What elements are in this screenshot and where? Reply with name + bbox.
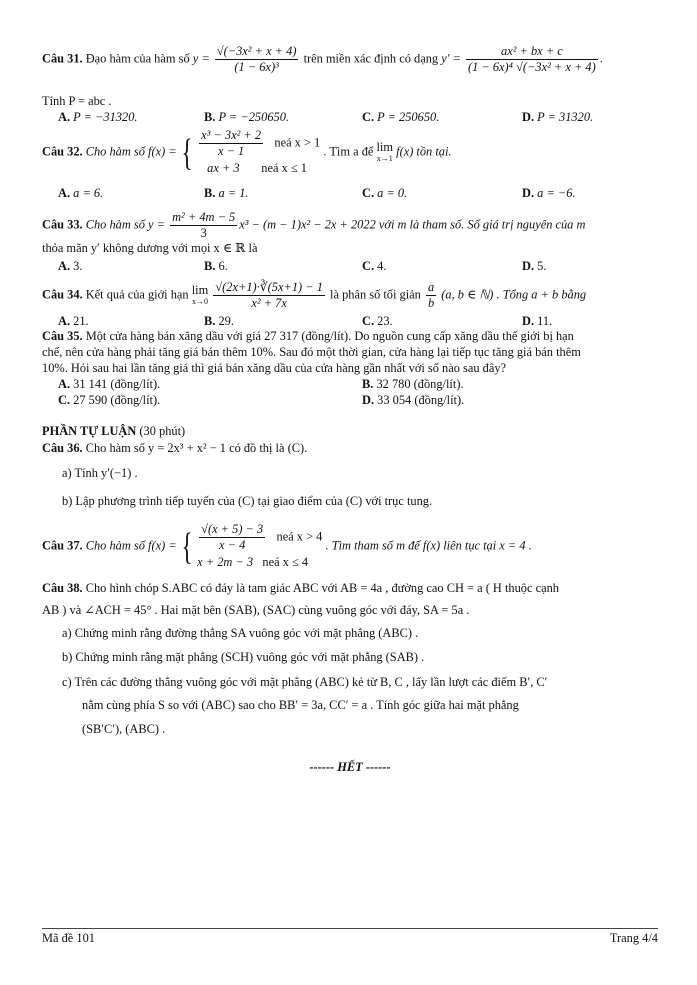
essay-section-title: PHẦN TỰ LUẬN (30 phút) xyxy=(42,424,186,438)
option-d[interactable]: D. 5. xyxy=(522,259,547,273)
end-marker: ------ HẾT ------ xyxy=(309,760,391,774)
option-b[interactable]: B. P = −250650. xyxy=(204,110,290,124)
question-label: Câu 37. xyxy=(42,538,83,553)
page-footer xyxy=(42,928,658,945)
option-b[interactable]: B. a = 1. xyxy=(204,186,249,200)
question-35: Câu 35. Một cửa hàng bán xăng dầu với giá 27 317 (đồng/lít). Do nguồn cung cấp xăng dầu thế giới bị hạn xyxy=(42,329,574,343)
question-label: Câu 31. xyxy=(42,51,83,66)
question-36-part-b: b) Lập phương trình tiếp tuyến của (C) tại giao điểm của (C) với trục tung. xyxy=(62,494,433,508)
option-a[interactable]: A. 31 141 (đồng/lít). xyxy=(58,377,161,391)
question-38-part-c-line2: nằm cùng phía S so với (ABC) sao cho BB′ = 3a, CC′ = a . Tính góc giữa hai mặt phẳng xyxy=(82,698,519,712)
option-d[interactable]: D. P = 31320. xyxy=(522,110,594,124)
question-31: Câu 31. Đạo hàm của hàm số y = $\frac{\text{√(−3x² + x + 4)}}{\text{(1 − 6x)³}}$ trên miền xác định có dạng y′ = $\frac{\text{ax² + bx + c}}{\text{(1 − 6x)⁴ √(−3x² + x + 4)}}$ . xyxy=(42,44,603,74)
question-38-part-b: b) Chứng minh rằng mặt phẳng (SCH) vuông góc với mặt phẳng (SAB) . xyxy=(62,650,425,664)
option-c[interactable]: C. 23. xyxy=(362,314,393,328)
question-label: Câu 36. xyxy=(42,441,83,455)
option-b[interactable]: B. 29. xyxy=(204,314,234,328)
question-31-line2: Tính P = abc . xyxy=(42,94,112,108)
option-a[interactable]: A. P = −31320. xyxy=(58,110,138,124)
question-36: Câu 36. Cho hàm số y = 2x³ + x² − 1 có đồ thị là (C). xyxy=(42,441,308,455)
exam-page xyxy=(42,0,662,985)
question-38-line2: AB ) và ∠ACH = 45° . Hai mặt bên (SAB), (SAC) cùng vuông góc với đáy, SA = 5a . xyxy=(42,603,470,617)
brace-icon: { xyxy=(181,525,193,568)
question-34: Câu 34. Kết quả của giới hạn lim x→0 $\frac{√(2x+1)\cdot∛(5x+1) - 1}{\text{x² + 7x}}$ là phân số tối giản $\frac{a}{b}$ (a, b ∈ ℕ) . Tổng a + b bằng xyxy=(42,280,587,310)
option-d[interactable]: D. 33 054 (đồng/lít). xyxy=(362,393,465,407)
fraction: $\frac{√(2x+1)\cdot∛(5x+1) - 1}{\text{x² + 7x}}$ xyxy=(215,280,323,310)
limit: lim x→1 xyxy=(376,139,394,163)
piecewise: $\frac{√(x + 5) - 3}{x - 4}$ neá x > 4 x + 2m − 3 neá x ≤ 4 xyxy=(197,522,323,569)
fraction: $\frac{\text{ax² + bx + c}}{\text{(1 − 6x)⁴ √(−3x² + x + 4)}}$ xyxy=(467,44,596,74)
option-a[interactable]: A. 3. xyxy=(58,259,83,273)
option-d[interactable]: D. a = −6. xyxy=(522,186,576,200)
option-a[interactable]: A. a = 6. xyxy=(58,186,104,200)
question-33: Câu 33. Cho hàm số y = $\frac{\text{m² + 4m − 5}}{3}$ x³ − (m − 1)x² − 2x + 2022 với m là tham số. Số giá trị nguyên của m xyxy=(42,210,586,240)
page-number: Trang 4/4 xyxy=(609,931,658,945)
question-38-part-c-line3: (SB′C′), (ABC) . xyxy=(82,722,166,736)
question-36-part-a: a) Tính y′(−1) . xyxy=(62,466,138,480)
question-37: Câu 37. Cho hàm số f(x) = { $\frac{√(x + 5) - 3}{x - 4}$ neá x > 4 x + 2m − 3 neá x ≤ 4 . Tìm tham số m để f(x) liên tục tại x = 4 . xyxy=(42,522,532,569)
option-b[interactable]: B. 6. xyxy=(204,259,228,273)
piecewise: $\frac{\text{x³ − 3x² + 2}}{x - 1}$ neá x > 1 ax + 3 neá x ≤ 1 xyxy=(201,128,321,175)
question-35-line2: chế, nên cửa hàng phải tăng giá bán thêm 10%. Sau đó một thời gian, cửa hàng lại tiếp tục tăng giá bán thêm xyxy=(42,345,581,359)
question-32: Câu 32. Cho hàm số f(x) = { $\frac{\text{x³ − 3x² + 2}}{x - 1}$ neá x > 1 ax + 3 neá x ≤ 1 . Tìm a để lim x→1 f(x) tồn tại. xyxy=(42,128,452,175)
question-label: Câu 34. xyxy=(42,287,83,302)
question-label: Câu 33. xyxy=(42,217,83,232)
fraction: $\frac{a}{b}$ xyxy=(427,280,435,310)
question-38-part-c: c) Trên các đường thẳng vuông góc với mặt phẳng (ABC) kẻ từ B, C , lấy lần lượt các điểm B′, C′ xyxy=(62,675,548,689)
option-b[interactable]: B. 32 780 (đồng/lít). xyxy=(362,377,464,391)
option-c[interactable]: C. 27 590 (đồng/lít). xyxy=(58,393,161,407)
fraction: $\frac{\text{√(−3x² + x + 4)}}{\text{(1 − 6x)³}}$ xyxy=(216,44,297,74)
question-38: Câu 38. Cho hình chóp S.ABC có đáy là tam giác ABC với AB = 4a , đường cao CH = a ( H thuộc cạnh xyxy=(42,581,559,595)
option-c[interactable]: C. P = 250650. xyxy=(362,110,440,124)
fraction: $\frac{\text{m² + 4m − 5}}{3}$ xyxy=(172,210,236,240)
brace-icon: { xyxy=(181,131,193,174)
option-a[interactable]: A. 21. xyxy=(58,314,89,328)
limit: lim x→0 xyxy=(191,282,209,306)
question-33-line2: thỏa mãn y′ không dương với mọi x ∈ ℝ là xyxy=(42,241,258,255)
question-35-line3: 10%. Hỏi sau hai lần tăng giá thì giá bán xăng dầu của cửa hàng gần nhất với số nào sau đây? xyxy=(42,361,507,375)
option-c[interactable]: C. a = 0. xyxy=(362,186,408,200)
option-d[interactable]: D. 11. xyxy=(522,314,553,328)
exam-code: Mã đề 101 xyxy=(42,931,95,945)
option-c[interactable]: C. 4. xyxy=(362,259,387,273)
question-label: Câu 35. xyxy=(42,329,83,343)
question-label: Câu 38. xyxy=(42,581,83,595)
question-38-part-a: a) Chứng minh rằng đường thẳng SA vuông góc với mặt phẳng (ABC) . xyxy=(62,626,419,640)
question-label: Câu 32. xyxy=(42,144,83,159)
